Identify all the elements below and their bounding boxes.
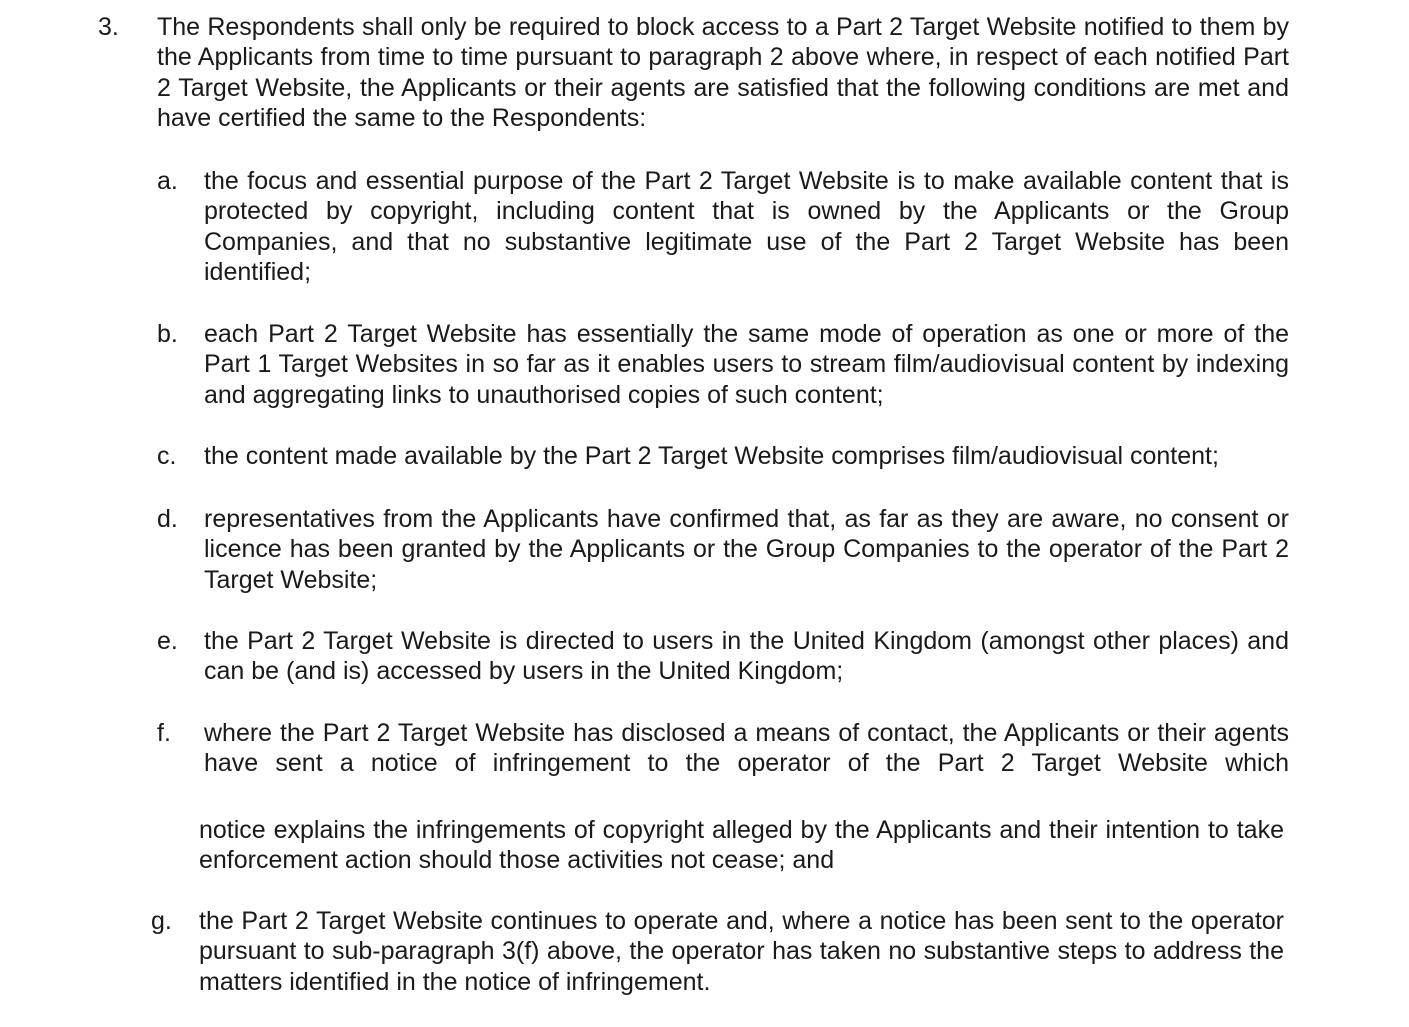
subparagraph-letter-g: g. [151,907,172,935]
paragraph-text: The Respondents shall only be required to block access to a Part 2 Target Website notified to them by the Applicants from time to time pursuant to paragraph 2 above where, in respect of each notified Part 2 Target Website, the Applicants or their agents are satisfied that the following conditions are met and have certified the same to the Respondents: [157,13,1289,133]
subparagraph-text-b: each Part 2 Target Website has essentially the same mode of operation as one or more of the Part 1 Target Websites in so far as it enables users to stream film/audiovisual content by indexing and aggregating links to unauthorised copies of such content; [204,320,1289,409]
subparagraph-letter-b: b. [157,320,178,348]
subparagraph-text-e: the Part 2 Target Website is directed to users in the United Kingdom (amongst other places) and can be (and is) accessed by users in the United Kingdom; [204,627,1289,686]
subparagraph-letter-a: a. [157,167,178,195]
subparagraph-letter-d: d. [157,505,178,533]
subparagraph-letter-f: f. [157,719,171,747]
subparagraph-letter-c: c. [157,442,177,470]
subparagraph-text-c: the content made available by the Part 2 Target Website comprises film/audiovisual content; [204,442,1219,470]
subparagraph-text-a: the focus and essential purpose of the Part 2 Target Website is to make available content that is protected by copyright, including content that is owned by the Applicants or the Group Companies, and that no substantive legitimate use of the Part 2 Target Website has been identified; [204,167,1289,287]
paragraph-number: 3. [98,13,119,41]
subparagraph-text-f: where the Part 2 Target Website has disclosed a means of contact, the Applicants or their agents have sent a notice of infringement to the operator of the Part 2 Target Website which [204,719,1289,778]
subparagraph-text-g: the Part 2 Target Website continues to operate and, where a notice has been sent to the operator pursuant to sub-paragraph 3(f) above, the operator has taken no substantive steps to address the matters identified in the notice of infringement. [199,907,1284,996]
subparagraph-continuation-f: notice explains the infringements of copyright alleged by the Applicants and their intention to take enforcement action should those activities not cease; and [199,816,1284,875]
subparagraph-letter-e: e. [157,627,178,655]
subparagraph-text-d: representatives from the Applicants have confirmed that, as far as they are aware, no consent or licence has been granted by the Applicants or the Group Companies to the operator of the Part 2 Target Website; [204,505,1289,594]
